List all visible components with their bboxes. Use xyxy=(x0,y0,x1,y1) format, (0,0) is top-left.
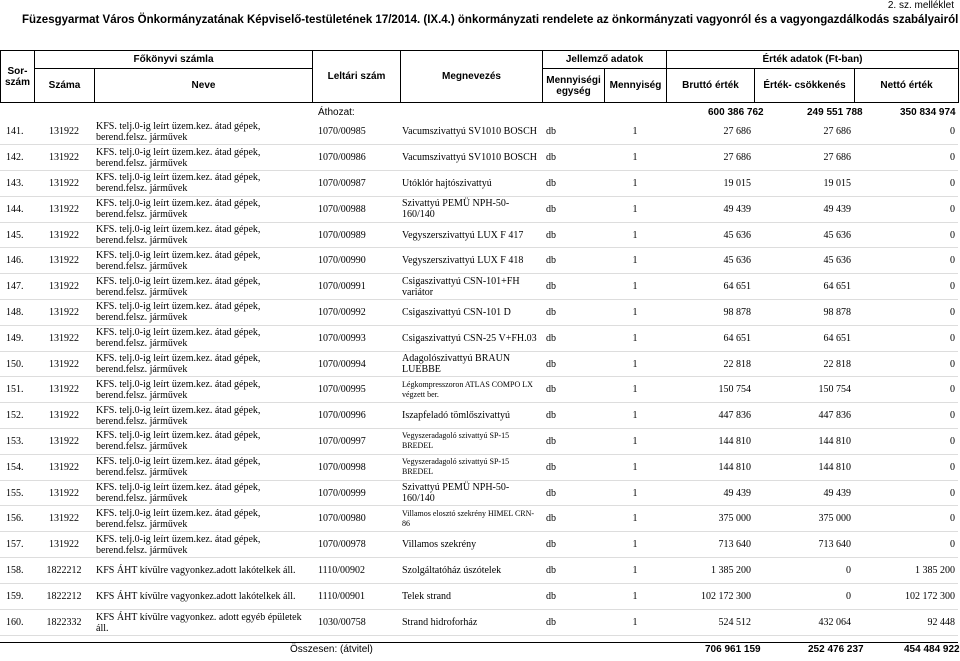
row-netto: 0 xyxy=(854,222,958,248)
row-netto: 0 xyxy=(854,480,958,506)
row-neve: KFS. telj.0-ig leírt üzem.kez. átad gépek, berend.felsz. járművek xyxy=(94,196,312,222)
row-szama: 131922 xyxy=(34,171,94,197)
row-neve: KFS. telj.0-ig leírt üzem.kez. átad gépek, berend.felsz. járművek xyxy=(94,300,312,326)
row-neve: KFS. telj.0-ig leírt üzem.kez. átad gépek, berend.felsz. járművek xyxy=(94,145,312,171)
table-row xyxy=(0,325,958,351)
row-netto: 0 xyxy=(854,377,958,403)
row-megnevezes: Vegyszerszivattyú LUX F 418 xyxy=(400,248,542,274)
table-row xyxy=(0,300,958,326)
row-leltari-szam: 1070/00995 xyxy=(312,377,400,403)
row-megnevezes: Adagolószivattyú BRAUN LUEBBE xyxy=(400,351,542,377)
row-brutto: 524 512 xyxy=(666,610,754,636)
row-szama: 131922 xyxy=(34,480,94,506)
row-sorszam: 158. xyxy=(0,558,34,584)
row-netto: 0 xyxy=(854,403,958,429)
row-leltari-szam: 1070/00993 xyxy=(312,325,400,351)
row-mennyisegi-egyseg: db xyxy=(542,351,604,377)
row-megnevezes: Csigaszivattyú CSN-25 V+FH.03 xyxy=(400,325,542,351)
row-netto: 0 xyxy=(854,274,958,300)
row-leltari-szam: 1070/00985 xyxy=(312,119,400,145)
row-neve: KFS. telj.0-ig leírt üzem.kez. átad gépek, berend.felsz. járművek xyxy=(94,454,312,480)
row-leltari-szam: 1070/00998 xyxy=(312,454,400,480)
row-mennyisegi-egyseg: db xyxy=(542,248,604,274)
table-row xyxy=(0,351,958,377)
row-neve: KFS. telj.0-ig leírt üzem.kez. átad gépek, berend.felsz. járművek xyxy=(94,274,312,300)
row-neve: KFS ÁHT kívülre vagyonkez. adott egyéb épületek áll. xyxy=(94,610,312,636)
row-neve: KFS. telj.0-ig leírt üzem.kez. átad gépek, berend.felsz. járművek xyxy=(94,377,312,403)
row-mennyiseg: 1 xyxy=(604,584,666,610)
footer-label: Összesen: (átvitel) xyxy=(290,644,373,655)
row-sorszam: 144. xyxy=(0,196,34,222)
header-leltari: Leltári szám xyxy=(313,51,401,103)
row-csokkenes: 45 636 xyxy=(754,222,854,248)
row-netto: 102 172 300 xyxy=(854,584,958,610)
row-mennyisegi-egyseg: db xyxy=(542,325,604,351)
row-leltari-szam: 1070/00987 xyxy=(312,171,400,197)
row-leltari-szam: 1110/00902 xyxy=(312,558,400,584)
header-szama: Száma xyxy=(35,69,95,103)
row-neve: KFS. telj.0-ig leírt üzem.kez. átad gépek, berend.felsz. járművek xyxy=(94,119,312,145)
row-brutto: 375 000 xyxy=(666,506,754,532)
row-brutto: 102 172 300 xyxy=(666,584,754,610)
row-brutto: 144 810 xyxy=(666,429,754,455)
row-sorszam: 147. xyxy=(0,274,34,300)
row-megnevezes: Csigaszivattyú CSN-101 D xyxy=(400,300,542,326)
row-megnevezes: Vacumszivattyú SV1010 BOSCH xyxy=(400,145,542,171)
row-netto: 0 xyxy=(854,248,958,274)
row-sorszam: 143. xyxy=(0,171,34,197)
inventory-table xyxy=(0,119,958,636)
header-neve: Neve xyxy=(95,69,313,103)
row-szama: 131922 xyxy=(34,196,94,222)
row-mennyiseg: 1 xyxy=(604,222,666,248)
row-szama: 131922 xyxy=(34,403,94,429)
row-mennyiseg: 1 xyxy=(604,145,666,171)
table-row xyxy=(0,558,958,584)
row-szama: 1822212 xyxy=(34,558,94,584)
row-netto: 0 xyxy=(854,506,958,532)
athozat-label: Áthozat: xyxy=(318,107,355,118)
row-szama: 1822212 xyxy=(34,584,94,610)
table-row xyxy=(0,584,958,610)
row-sorszam: 155. xyxy=(0,480,34,506)
row-megnevezes: Vegyszerszivattyú LUX F 417 xyxy=(400,222,542,248)
row-megnevezes: Telek strand xyxy=(400,584,542,610)
header-ertek-adatok: Érték adatok (Ft-ban) xyxy=(667,51,959,69)
row-sorszam: 156. xyxy=(0,506,34,532)
row-szama: 131922 xyxy=(34,429,94,455)
row-mennyiseg: 1 xyxy=(604,532,666,558)
row-mennyisegi-egyseg: db xyxy=(542,403,604,429)
row-mennyiseg: 1 xyxy=(604,610,666,636)
row-mennyiseg: 1 xyxy=(604,506,666,532)
row-szama: 131922 xyxy=(34,145,94,171)
row-mennyisegi-egyseg: db xyxy=(542,274,604,300)
row-brutto: 49 439 xyxy=(666,480,754,506)
row-brutto: 45 636 xyxy=(666,222,754,248)
footer-csokkenes: 252 476 237 xyxy=(808,644,864,655)
row-brutto: 19 015 xyxy=(666,171,754,197)
row-szama: 131922 xyxy=(34,377,94,403)
row-leltari-szam: 1110/00901 xyxy=(312,584,400,610)
row-sorszam: 157. xyxy=(0,532,34,558)
row-leltari-szam: 1070/00990 xyxy=(312,248,400,274)
row-sorszam: 153. xyxy=(0,429,34,455)
row-mennyisegi-egyseg: db xyxy=(542,429,604,455)
row-megnevezes: Vegyszeradagoló szivattyú SP-15 BREDEL xyxy=(400,429,542,455)
header-mennyiseg: Mennyiség xyxy=(605,69,667,103)
row-csokkenes: 0 xyxy=(754,584,854,610)
table-row xyxy=(0,403,958,429)
athozat-netto: 350 834 974 xyxy=(900,107,956,118)
row-leltari-szam: 1070/00999 xyxy=(312,480,400,506)
row-megnevezes: Szolgáltatóház úszótelek xyxy=(400,558,542,584)
row-szama: 131922 xyxy=(34,506,94,532)
row-mennyiseg: 1 xyxy=(604,403,666,429)
row-brutto: 1 385 200 xyxy=(666,558,754,584)
row-mennyisegi-egyseg: db xyxy=(542,145,604,171)
row-szama: 131922 xyxy=(34,222,94,248)
footer-divider xyxy=(0,642,958,643)
row-megnevezes: Szivattyú PEMÜ NPH-50-160/140 xyxy=(400,196,542,222)
row-csokkenes: 19 015 xyxy=(754,171,854,197)
row-neve: KFS. telj.0-ig leírt üzem.kez. átad gépek, berend.felsz. járművek xyxy=(94,480,312,506)
row-mennyiseg: 1 xyxy=(604,274,666,300)
row-sorszam: 154. xyxy=(0,454,34,480)
row-neve: KFS ÁHT kívülre vagyonkez.adott lakótelkek áll. xyxy=(94,584,312,610)
row-brutto: 27 686 xyxy=(666,119,754,145)
header-csokkenes: Érték- csökkenés xyxy=(755,69,855,103)
table-row xyxy=(0,532,958,558)
row-netto: 92 448 xyxy=(854,610,958,636)
table-row xyxy=(0,377,958,403)
row-brutto: 98 878 xyxy=(666,300,754,326)
row-csokkenes: 150 754 xyxy=(754,377,854,403)
row-leltari-szam: 1070/00997 xyxy=(312,429,400,455)
table-row xyxy=(0,171,958,197)
row-szama: 131922 xyxy=(34,325,94,351)
row-csokkenes: 98 878 xyxy=(754,300,854,326)
row-sorszam: 160. xyxy=(0,610,34,636)
row-mennyisegi-egyseg: db xyxy=(542,171,604,197)
row-megnevezes: Vacumszivattyú SV1010 BOSCH xyxy=(400,119,542,145)
row-szama: 131922 xyxy=(34,119,94,145)
row-csokkenes: 432 064 xyxy=(754,610,854,636)
header-netto: Nettó érték xyxy=(855,69,959,103)
row-csokkenes: 49 439 xyxy=(754,196,854,222)
row-mennyisegi-egyseg: db xyxy=(542,222,604,248)
row-mennyiseg: 1 xyxy=(604,377,666,403)
annex-label: 2. sz. melléklet xyxy=(887,0,954,11)
row-sorszam: 141. xyxy=(0,119,34,145)
row-szama: 131922 xyxy=(34,532,94,558)
table-row xyxy=(0,248,958,274)
row-neve: KFS. telj.0-ig leírt üzem.kez. átad gépek, berend.felsz. járművek xyxy=(94,325,312,351)
row-csokkenes: 27 686 xyxy=(754,145,854,171)
row-leltari-szam: 1070/00980 xyxy=(312,506,400,532)
row-sorszam: 149. xyxy=(0,325,34,351)
athozat-brutto: 600 386 762 xyxy=(708,107,764,118)
row-sorszam: 146. xyxy=(0,248,34,274)
row-mennyisegi-egyseg: db xyxy=(542,377,604,403)
footer-brutto: 706 961 159 xyxy=(705,644,761,655)
row-netto: 1 385 200 xyxy=(854,558,958,584)
header-sorszam: Sor-szám xyxy=(1,51,35,103)
row-brutto: 150 754 xyxy=(666,377,754,403)
row-szama: 131922 xyxy=(34,454,94,480)
row-csokkenes: 447 836 xyxy=(754,403,854,429)
header-jellemzo: Jellemző adatok xyxy=(543,51,667,69)
row-brutto: 64 651 xyxy=(666,274,754,300)
row-sorszam: 151. xyxy=(0,377,34,403)
row-megnevezes: Villamos szekrény xyxy=(400,532,542,558)
row-brutto: 144 810 xyxy=(666,454,754,480)
row-csokkenes: 27 686 xyxy=(754,119,854,145)
table-row xyxy=(0,274,958,300)
row-megnevezes: Utóklór hajtószivattyú xyxy=(400,171,542,197)
row-neve: KFS ÁHT kívülre vagyonkez.adott lakótelkek áll. xyxy=(94,558,312,584)
row-szama: 131922 xyxy=(34,351,94,377)
row-mennyisegi-egyseg: db xyxy=(542,196,604,222)
row-mennyisegi-egyseg: db xyxy=(542,584,604,610)
row-mennyiseg: 1 xyxy=(604,429,666,455)
row-csokkenes: 144 810 xyxy=(754,429,854,455)
table-row xyxy=(0,480,958,506)
row-leltari-szam: 1070/00994 xyxy=(312,351,400,377)
row-netto: 0 xyxy=(854,532,958,558)
row-megnevezes: Csigaszivattyú CSN-101+FH variátor xyxy=(400,274,542,300)
row-leltari-szam: 1070/00996 xyxy=(312,403,400,429)
table-row xyxy=(0,119,958,145)
row-megnevezes: Iszapfeladó tömlőszivattyú xyxy=(400,403,542,429)
athozat-csokkenes: 249 551 788 xyxy=(807,107,863,118)
row-sorszam: 148. xyxy=(0,300,34,326)
row-mennyisegi-egyseg: db xyxy=(542,119,604,145)
row-sorszam: 152. xyxy=(0,403,34,429)
row-megnevezes: Villamos elosztó szekrény HIMEL CRN-86 xyxy=(400,506,542,532)
table-row xyxy=(0,196,958,222)
row-neve: KFS. telj.0-ig leírt üzem.kez. átad gépek, berend.felsz. járművek xyxy=(94,351,312,377)
row-mennyisegi-egyseg: db xyxy=(542,558,604,584)
row-mennyiseg: 1 xyxy=(604,558,666,584)
row-leltari-szam: 1070/00989 xyxy=(312,222,400,248)
row-mennyisegi-egyseg: db xyxy=(542,532,604,558)
header-mennyisegi-egyseg: Mennyiségi egység xyxy=(543,69,605,103)
row-mennyiseg: 1 xyxy=(604,325,666,351)
row-szama: 1822332 xyxy=(34,610,94,636)
row-megnevezes: Vegyszeradagoló szivattyú SP-15 BREDEL xyxy=(400,454,542,480)
table-header xyxy=(0,50,959,103)
row-mennyisegi-egyseg: db xyxy=(542,454,604,480)
row-brutto: 447 836 xyxy=(666,403,754,429)
header-fokonyvi: Főkönyvi számla xyxy=(35,51,313,69)
row-csokkenes: 713 640 xyxy=(754,532,854,558)
row-szama: 131922 xyxy=(34,300,94,326)
row-mennyiseg: 1 xyxy=(604,119,666,145)
row-leltari-szam: 1070/00988 xyxy=(312,196,400,222)
row-netto: 0 xyxy=(854,429,958,455)
row-brutto: 45 636 xyxy=(666,248,754,274)
row-neve: KFS. telj.0-ig leírt üzem.kez. átad gépek, berend.felsz. járművek xyxy=(94,403,312,429)
row-mennyisegi-egyseg: db xyxy=(542,506,604,532)
row-neve: KFS. telj.0-ig leírt üzem.kez. átad gépek, berend.felsz. járművek xyxy=(94,429,312,455)
table-row xyxy=(0,506,958,532)
row-leltari-szam: 1030/00758 xyxy=(312,610,400,636)
table-row xyxy=(0,429,958,455)
row-csokkenes: 375 000 xyxy=(754,506,854,532)
row-brutto: 49 439 xyxy=(666,196,754,222)
row-netto: 0 xyxy=(854,119,958,145)
row-szama: 131922 xyxy=(34,248,94,274)
row-csokkenes: 64 651 xyxy=(754,274,854,300)
row-brutto: 713 640 xyxy=(666,532,754,558)
row-mennyiseg: 1 xyxy=(604,248,666,274)
row-megnevezes: Strand hidroforház xyxy=(400,610,542,636)
row-csokkenes: 64 651 xyxy=(754,325,854,351)
row-mennyisegi-egyseg: db xyxy=(542,610,604,636)
row-csokkenes: 45 636 xyxy=(754,248,854,274)
row-sorszam: 145. xyxy=(0,222,34,248)
table-row xyxy=(0,222,958,248)
row-leltari-szam: 1070/00986 xyxy=(312,145,400,171)
row-mennyiseg: 1 xyxy=(604,454,666,480)
row-leltari-szam: 1070/00991 xyxy=(312,274,400,300)
header-megnevezes: Megnevezés xyxy=(401,51,543,103)
row-csokkenes: 0 xyxy=(754,558,854,584)
header-brutto: Bruttó érték xyxy=(667,69,755,103)
row-neve: KFS. telj.0-ig leírt üzem.kez. átad gépek, berend.felsz. járművek xyxy=(94,506,312,532)
row-leltari-szam: 1070/00978 xyxy=(312,532,400,558)
row-brutto: 22 818 xyxy=(666,351,754,377)
row-mennyiseg: 1 xyxy=(604,171,666,197)
row-netto: 0 xyxy=(854,171,958,197)
row-mennyisegi-egyseg: db xyxy=(542,480,604,506)
row-csokkenes: 22 818 xyxy=(754,351,854,377)
row-netto: 0 xyxy=(854,325,958,351)
row-netto: 0 xyxy=(854,351,958,377)
table-row xyxy=(0,610,958,636)
row-sorszam: 142. xyxy=(0,145,34,171)
row-netto: 0 xyxy=(854,300,958,326)
row-megnevezes: Szivattyú PEMÜ NPH-50-160/140 xyxy=(400,480,542,506)
row-csokkenes: 49 439 xyxy=(754,480,854,506)
row-szama: 131922 xyxy=(34,274,94,300)
row-mennyiseg: 1 xyxy=(604,351,666,377)
row-mennyiseg: 1 xyxy=(604,480,666,506)
row-netto: 0 xyxy=(854,145,958,171)
table-row xyxy=(0,145,958,171)
row-neve: KFS. telj.0-ig leírt üzem.kez. átad gépek, berend.felsz. járművek xyxy=(94,248,312,274)
row-sorszam: 159. xyxy=(0,584,34,610)
row-neve: KFS. telj.0-ig leírt üzem.kez. átad gépek, berend.felsz. járművek xyxy=(94,222,312,248)
row-brutto: 64 651 xyxy=(666,325,754,351)
page-title: Füzesgyarmat Város Önkormányzatának Képviselő-testületének 17/2014. (IX.4.) önkormányzati rendelete az önkormányzati vagyonról és a vagyongazdálkodás szabályairól xyxy=(22,14,959,26)
row-megnevezes: Légkompresszoron ATLAS COMPO LX végzett ber. xyxy=(400,377,542,403)
table-row xyxy=(0,454,958,480)
row-netto: 0 xyxy=(854,196,958,222)
row-leltari-szam: 1070/00992 xyxy=(312,300,400,326)
row-neve: KFS. telj.0-ig leírt üzem.kez. átad gépek, berend.felsz. járművek xyxy=(94,171,312,197)
row-sorszam: 150. xyxy=(0,351,34,377)
row-netto: 0 xyxy=(854,454,958,480)
row-csokkenes: 144 810 xyxy=(754,454,854,480)
row-mennyiseg: 1 xyxy=(604,196,666,222)
row-brutto: 27 686 xyxy=(666,145,754,171)
row-neve: KFS. telj.0-ig leírt üzem.kez. átad gépek, berend.felsz. járművek xyxy=(94,532,312,558)
footer-netto: 454 484 922 xyxy=(904,644,960,655)
row-mennyisegi-egyseg: db xyxy=(542,300,604,326)
row-mennyiseg: 1 xyxy=(604,300,666,326)
